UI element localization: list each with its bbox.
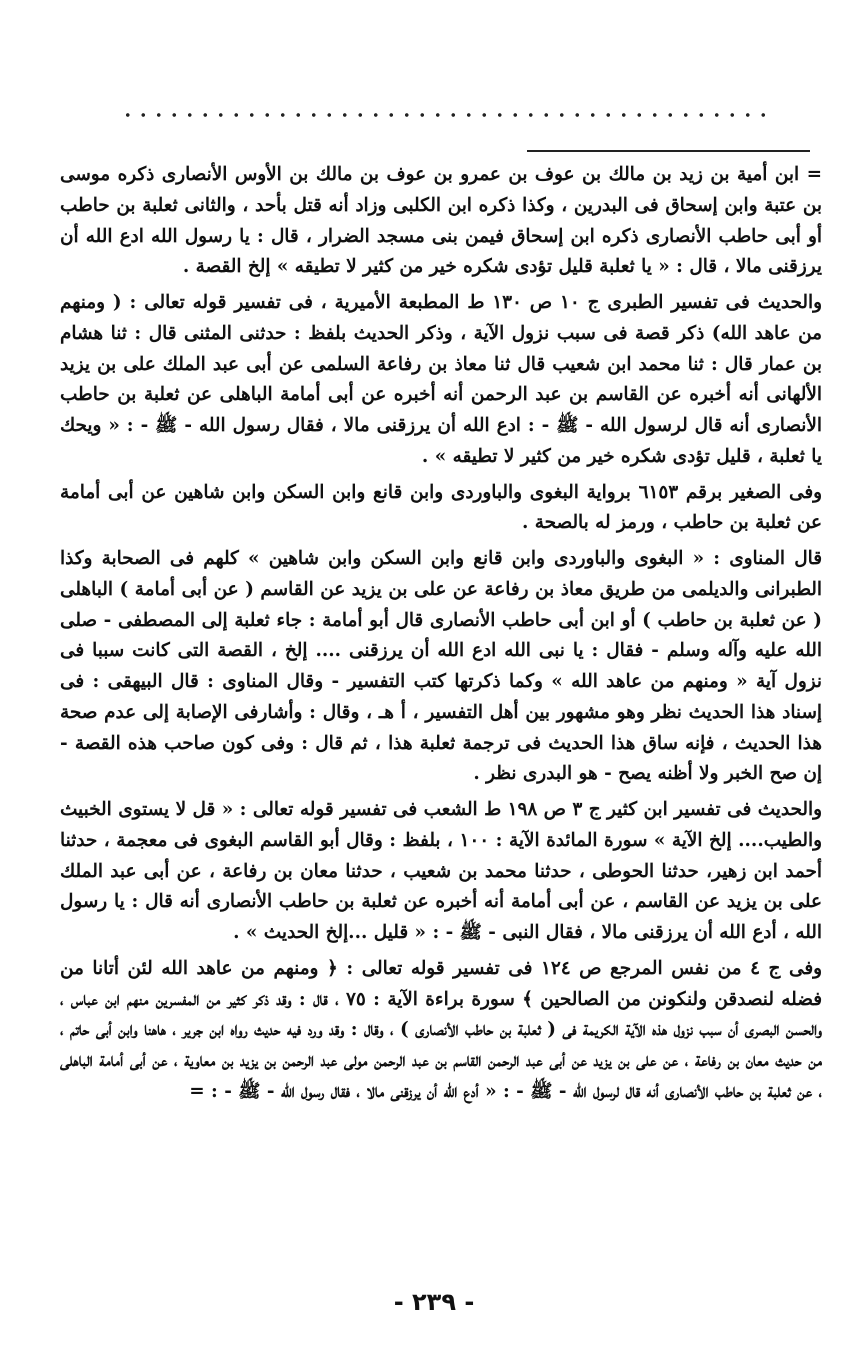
paragraph-ibn-kathir: والحديث فى تفسير ابن كثير ج ٣ ص ١٩٨ ط الشعب فى تفسير قوله تعالى : « قل لا يستوى الخبيث والطيب.... إلخ الآية » سورة المائدة الآية : ١٠٠ ، بلفظ : وقال أبو القاسم البغوى فى معجمة ، حدثنا أحمد ابن زهير، حدثنا الحوطى ، حدثنا محمد بن شعيب ، حدثنا معان بن رفاعة ، عن أبى عبد الملك على بن يزيد عن القاسم ، عن أبى أمامة أنه أخبره عن ثعلبة بن حاطب الأنصارى أنه قال : يا رسول الله ، أدع الله أن يرزقنى مالا ، فقال النبى - ﷺ - : « قليل ...إلخ الحديث » . [60, 799, 823, 943]
paragraph-tabari: والحديث فى تفسير الطبرى ج ١٠ ص ١٣٠ ط المطبعة الأميرية ، فى تفسير قوله تعالى : ( ومنهم من عاهد الله) ذكر قصة فى سبب نزول الآية ، وذكر الحديث بلفظ : حدثنى المثنى قال : ثنا هشام بن عمار قال : ثنا محمد ابن شعيب قال ثنا معاذ بن رفاعة السلمى عن أبى عبد الملك على بن يزيد الألهانى أنه أخبره عن القاسم بن عبد الرحمن أنه أخبره عن أبى أمامة الباهلى عن ثعلبة بن حاطب الأنصارى أنه قال لرسول الله - ﷺ - : ادع الله أن يرزقنى مالا ، فقال رسول الله - ﷺ - : « ويحك يا ثعلبة ، قليل تؤدى شكره خير من كثير لا تطيقه » . [60, 292, 822, 467]
paragraph-continuation: = ابن أمية بن زيد بن مالك بن عوف بن عمرو بن عوف بن مالك بن الأوس الأنصارى ذكره موسى بن عتبة وابن إسحاق فى البدرين ، وكذا ذكره ابن الكلبى وزاد أنه قتل بأحد ، والثانى ثعلبة بن حاطب أو أبى حاطب الأنصارى ذكره ابن إسحاق فيمن بنى مسجد الضرار ، قال : يا رسول الله ادع الله أن يرزقنى مالا ، قال : « يا ثعلبة قليل تؤدى شكره خير من كثير لا تطيقه » إلخ القصة . [60, 164, 822, 278]
page-number: - ٢٣٩ - [393, 1288, 475, 1316]
dotted-separator [120, 108, 770, 122]
footnote-body [60, 160, 822, 1108]
paragraph-ibn-kathir-vol4: وفى ج ٤ من نفس المرجع ص ١٢٤ فى تفسير قوله تعالى : ﴿ ومنهم من عاهد الله لئن أتانا من فضله لنصدقن ولنكونن من الصالحين ﴾ سورة براءة الآية : ٧٥ ، قال : وقد ذكر كثير من المفسرين منهم ابن عباس ، والحسن البصرى أن سبب نزول هذه الآية الكريمة فى ( ثعلبة بن حاطب الأنصارى ) ، وقال : وقد ورد فيه حديث رواه ابن جرير ، هاهنا وابن أبى حاتم ، من حديث معان بن رفاعة ، عن على بن يزيد عن أبى عبد الرحمن القاسم بن عبد الرحمن مولى عبد الرحمن بن يزيد بن معاوية ، عن أبى أمامة الباهلى ، عن ثعلبة بن حاطب الأنصارى أنه قال لرسول الله - ﷺ - : « أدع الله أن يرزقنى مالا ، فقال رسول الله - ﷺ - : = [60, 957, 822, 1102]
footnote-rule [527, 150, 810, 152]
paragraph-munawi: قال المناوى : « البغوى والباوردى وابن قانع وابن السكن وابن شاهين » كلهم فى الصحابة وكذا الطبرانى والديلمى من طريق معاذ بن رفاعة عن على بن يزيد عن القاسم ( عن أبى أمامة ) الباهلى ( عن ثعلبة بن حاطب ) أو ابن أبى حاطب الأنصارى قال أبو أمامة : جاء ثعلبة إلى المصطفى - صلى الله عليه وآله وسلم - فقال : يا نبى الله ادع الله أن يرزقنى .... إلخ ، القصة التى كانت سببا فى نزول آية « ومنهم من عاهد الله » وكما ذكرتها كتب التفسير - وقال المناوى : قال البيهقى : فى إسناد هذا الحديث نظر وهو مشهور بين أهل التفسير ، أ هـ ، وقال : وأشارفى الإصابة إلى عدم صحة هذا الحديث ، فإنه ساق هذا الحديث فى ترجمة ثعلبة هذا ، ثم قال : وفى كون صاحب هذه القصة - إن صح الخبر ولا أظنه يصح - هو البدرى نظر . [60, 548, 822, 785]
paragraph-saghir: وفى الصغير برقم ٦١٥٣ برواية البغوى والباوردى وابن قانع وابن السكن وابن شاهين عن أبى أمامة عن ثعلبة بن حاطب ، ورمز له بالصحة . [60, 481, 822, 534]
